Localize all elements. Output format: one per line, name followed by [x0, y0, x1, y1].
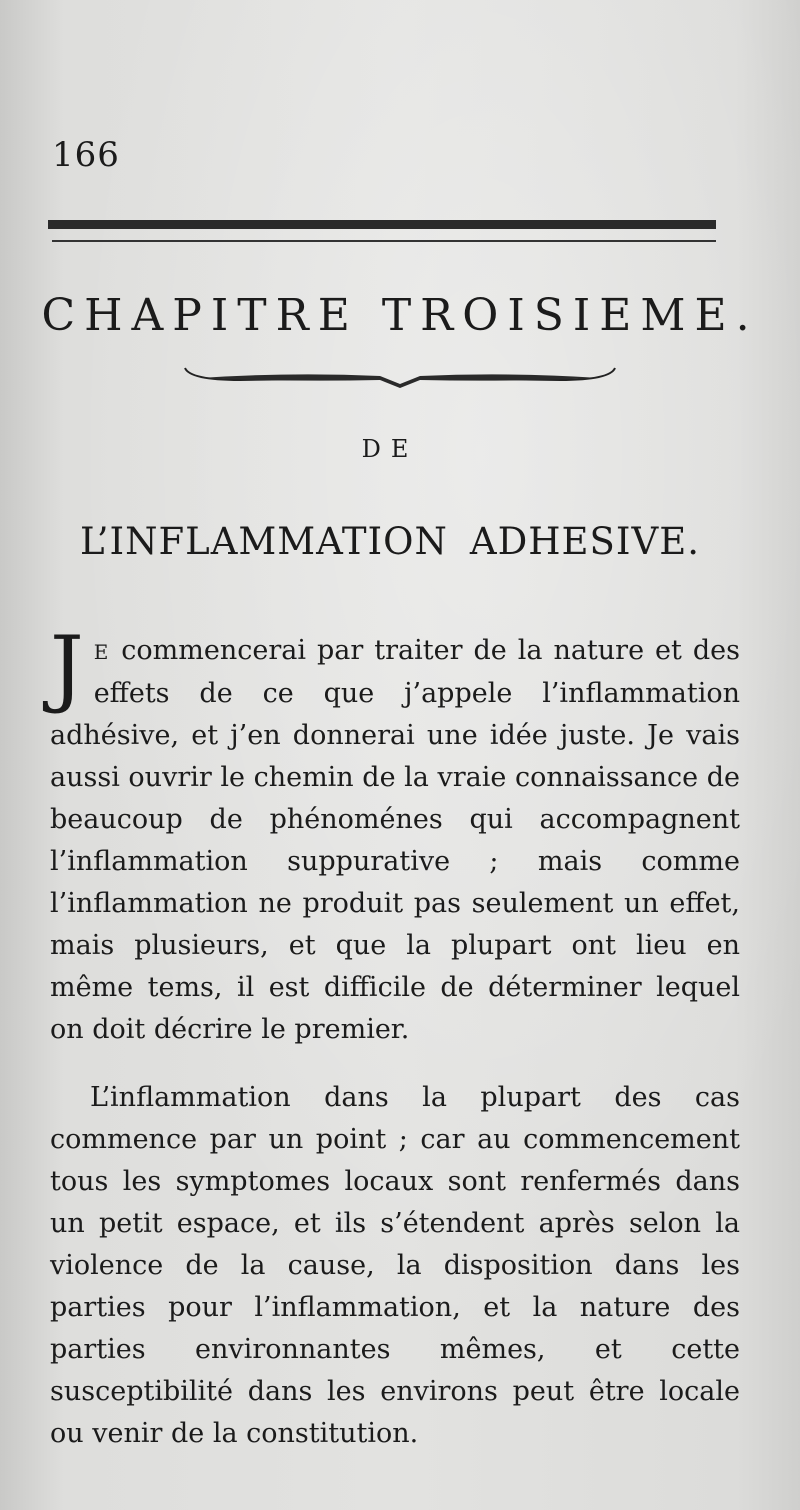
paragraph-1 [50, 618, 740, 1051]
drop-cap: J [50, 618, 84, 716]
body-text [50, 618, 740, 1455]
header-rule-thin [52, 240, 716, 242]
page-number: 166 [52, 135, 120, 175]
paragraph-2: L’inflammation dans la plupart des cas commence par un point ; car au commencement tous les symptomes locaux sont renfermés dans un petit espace, et ils s’étendent après selon la violence de la cause, la disposition dans les parties pour l’inflammation, et la nature des parties environnantes mêmes, et cette susceptibilité dans les environs peut être locale ou venir de la constitution. [50, 1082, 740, 1449]
section-subtitle: L’INFLAMMATION ADHESIVE. [80, 520, 700, 563]
paragraph-1-text: commencerai par traiter de la nature et des effets de ce que j’appele l’inflammation adhésive, et j’en donnerai une idée juste. Je vais aussi ouvrir le chemin de la vraie connaissance de beaucoup de phénoménes qui accompagnent l’inflammation suppurative ; mais comme l’inflammation ne produit pas seulement un effet, mais plusieurs, et que la plupart ont lieu en même tems, il est difficile de déterminer lequel on doit décrire le premier. [50, 635, 740, 1045]
header-rule-thick [48, 220, 716, 229]
section-de: DE [361, 435, 419, 463]
ornament-divider [180, 362, 620, 390]
chapter-title: CHAPITRE TROISIEME. [41, 290, 759, 341]
small-cap: E [93, 640, 111, 664]
